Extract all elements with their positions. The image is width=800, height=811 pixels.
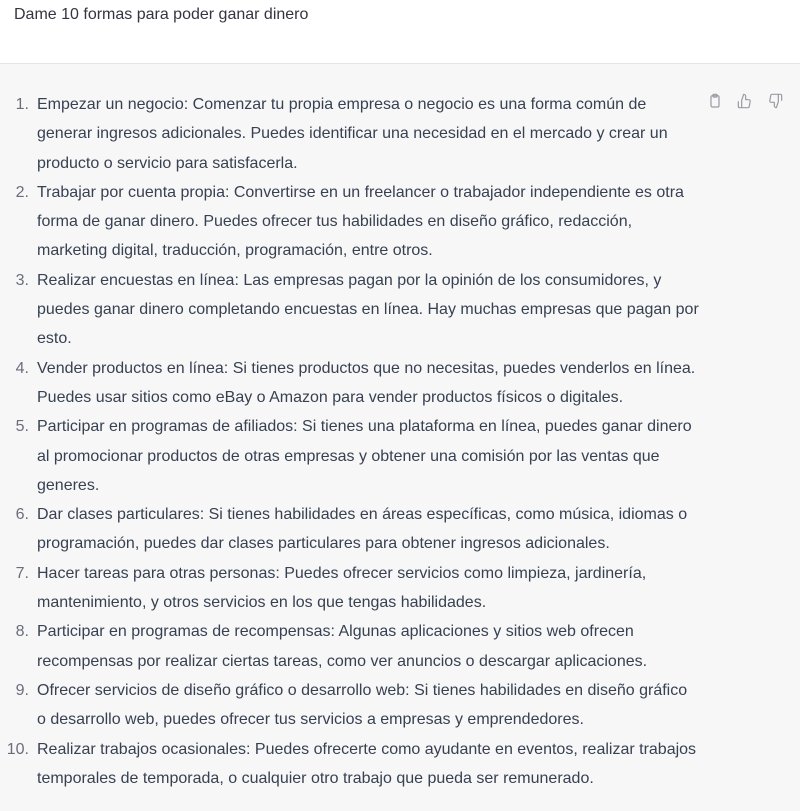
list-item-text: Empezar un negocio: Comenzar tu propia empresa o negocio es una forma común de generar ingresos adicionales. Puedes identificar una necesidad en el mercado y crear un producto o servicio para satisfacerla.: [37, 96, 668, 172]
list-item: [0, 90, 700, 178]
list-number: 6.: [15, 506, 29, 524]
list-item: [0, 500, 700, 559]
list-item-text: Realizar trabajos ocasionales: Puedes ofrecerte como ayudante en eventos, realizar trabajos temporales de temporada, o cualquier otro trabajo que pueda ser remunerado.: [37, 740, 697, 787]
list-item: [0, 412, 700, 500]
user-message-text: Dame 10 formas para poder ganar dinero: [14, 6, 309, 23]
list-item-text: Hacer tareas para otras personas: Puedes ofrecer servicios como limpieza, jardinería, mantenimiento, y otros servicios en los que tengas habilidades.: [37, 564, 647, 612]
list-number: 1.: [15, 96, 29, 113]
list-item: [0, 178, 700, 266]
list-item-text: Ofrecer servicios de diseño gráfico o desarrollo web: Si tienes habilidades en diseño gráfico o desarrollo web, puedes ofrecer tus servicios a empresas y emprendedores.: [37, 681, 688, 729]
list-item-text: Vender productos en línea: Si tienes productos que no necesitas, puedes venderlos en línea. Puedes usar sitios como eBay o Amazon para vender productos físicos o digitales.: [37, 359, 696, 406]
user-message: [0, 0, 800, 64]
thumbs-up-button[interactable]: [736, 92, 754, 110]
list-number: 2.: [15, 183, 29, 201]
list-number: 3.: [15, 271, 29, 289]
list-number: 8.: [15, 623, 29, 641]
list-item: [0, 617, 700, 676]
copy-button[interactable]: [706, 92, 724, 110]
list-item-text: Participar en programas de recompensas: Algunas aplicaciones y sitios web ofrecen recompensas por realizar ciertas tareas, como ver anuncios o descargar aplicaciones.: [37, 623, 648, 670]
copy-icon: [707, 93, 723, 109]
list-item-text: Realizar encuestas en línea: Las empresas pagan por la opinión de los consumidores, y puedes ganar dinero completando encuestas en línea. Hay muchas empresas que pagan por esto.: [37, 271, 699, 348]
thumbs-up-icon: [737, 93, 753, 109]
message-actions: [706, 92, 784, 110]
answer-list: [0, 90, 700, 793]
list-item-text: Dar clases particulares: Si tienes habilidades en áreas específicas, como música, idiomas o programación, puedes dar clases particulares para obtener ingresos adicionales.: [37, 506, 688, 553]
list-item: [0, 676, 700, 735]
list-number: 9.: [15, 681, 29, 699]
assistant-message: [0, 64, 800, 811]
list-number: 10.: [6, 740, 29, 758]
list-item: [0, 559, 700, 618]
list-item: [0, 266, 700, 354]
thumbs-down-icon: [767, 93, 783, 109]
list-item-text: Participar en programas de afiliados: Si tienes una plataforma en línea, puedes ganar dinero al promocionar productos de otras empresas y obtener una comisión por las ventas que generes.: [37, 418, 692, 494]
list-number: 7.: [15, 564, 29, 582]
list-item: [0, 354, 700, 413]
list-item: [0, 735, 700, 794]
list-item-text: Trabajar por cuenta propia: Convertirse en un freelancer o trabajador independiente es otra forma de ganar dinero. Puedes ofrecer tus habilidades en diseño gráfico, redacción, marketing digital, traducción, programación, entre otros.: [37, 183, 684, 260]
list-number: 5.: [15, 418, 29, 436]
list-number: 4.: [15, 359, 29, 377]
thumbs-down-button[interactable]: [766, 92, 784, 110]
